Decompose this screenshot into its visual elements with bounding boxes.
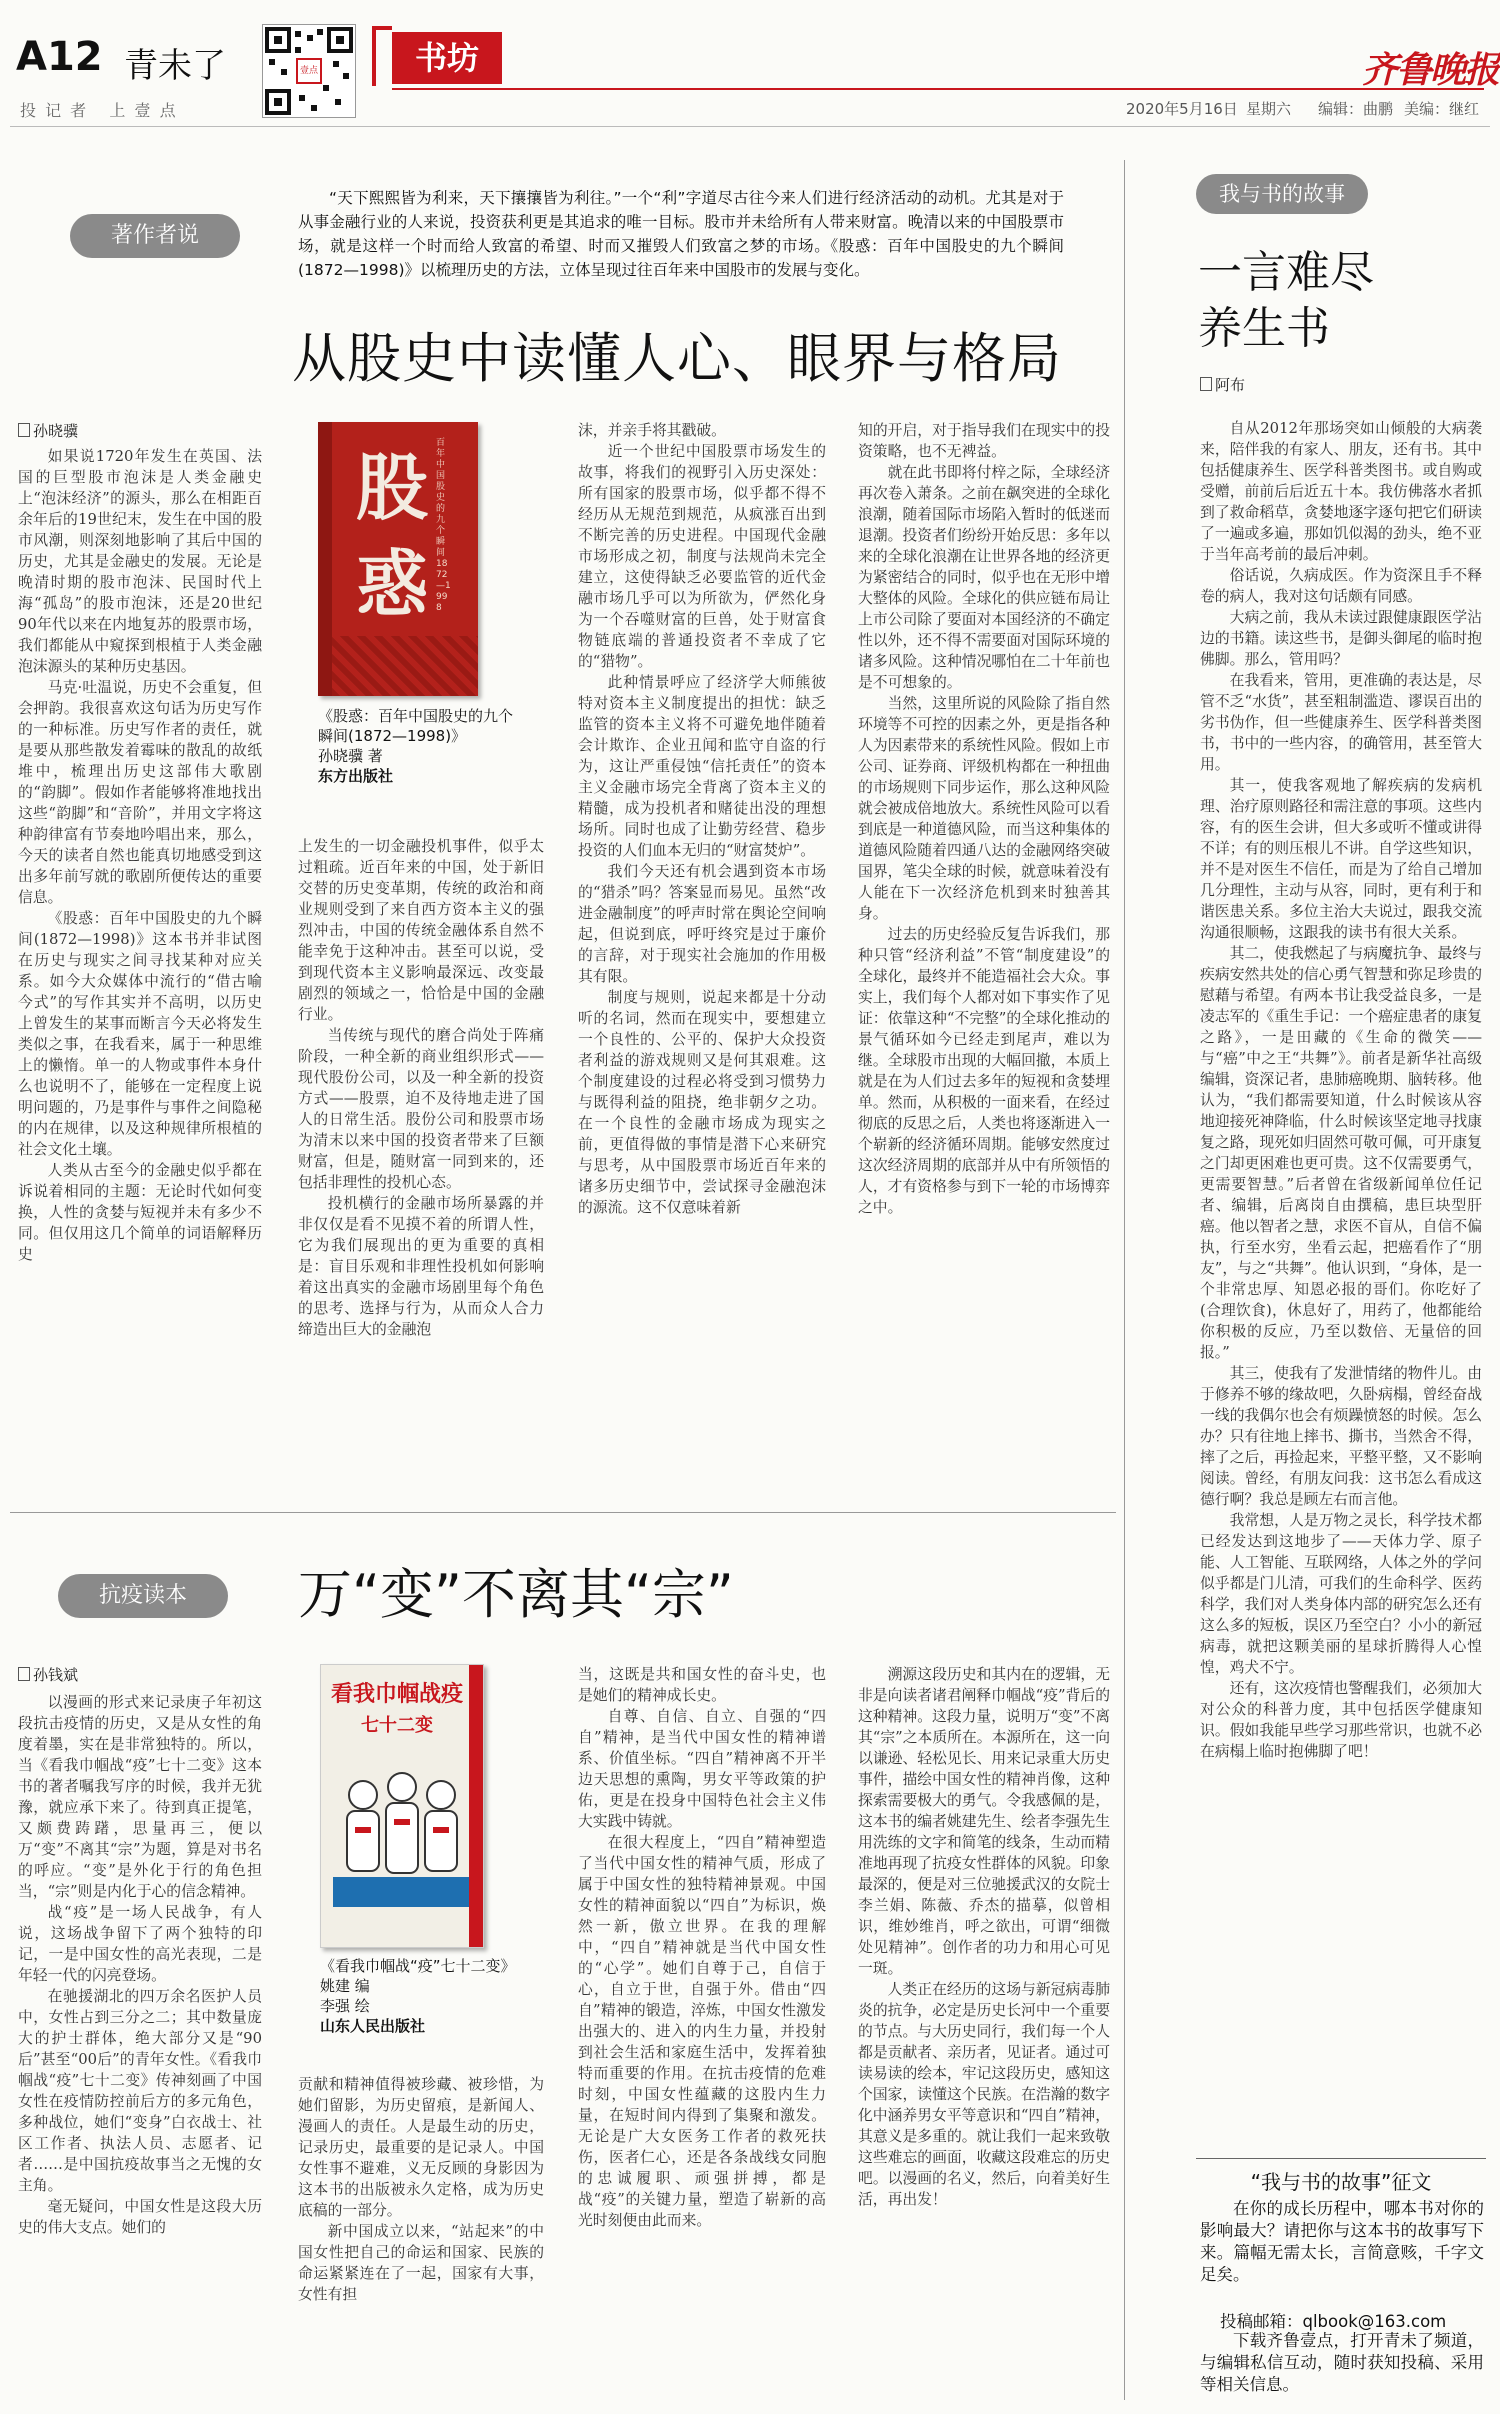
- section-tag-author-talk: 著作者说: [70, 214, 240, 258]
- qr-label: 壹点: [299, 66, 318, 76]
- masthead-rule-thin: [10, 126, 1490, 127]
- sidebar-body: 自从2012年那场突如山倾般的大病袭来，陪伴我的有家人、朋友，还有书。其中包括健康养生、医学科普类图书。或自购或受赠，前前后后近五十本。我仿佛落水者抓到了救命稻草，贪婪地逐字逐句把它们研读了一遍或多遍，那如饥似渴的劲头，绝不亚于当年高考前的最后冲刺。 俗话说，久病成医。作为资深且手不释卷的病人，我对这句话颇有同感。 大病之前，我从未读过跟健康跟医学沾边的书籍。读这些书，是御头御尾的临时抱佛脚。那么，管用吗？ 在我看来，管用，更准确的表达是，尽管不乏“水货”，甚至粗制滥造、谬误百出的劣书伪作，但一些健康养生、医学科普类图书，书中的一些内容，的确管用，甚至管大用。 其一，使我客观地了解疾病的发病机理、治疗原则路径和需注意的事项。这些内容，有的医生会讲，但大多或听不懂或讲得不详；有的则压根儿不讲。自学这些知识，并不是对医生不信任，而是为了给自己增加几分理性，主动与从容，同时，更有利于和谐医患关系。多位主治大夫说过，跟我交流沟通很顺畅，这跟我的读书有很大关系。 其二，使我燃起了与病魔抗争、最终与疾病安然共处的信心勇气智慧和弥足珍贵的慰藉与希望。有两本书让我受益良多，一是凌志军的《重生手记：一个癌症患者的康复之路》，一是田藏的《生命的微笑——与“癌”中之王“共舞”》。前者是新华社高级编辑，资深记者，患肺癌晚期、脑转移。他认为，“我们都需要知道，什么时候该从容地迎接死神降临，什么时候该坚定地寻找康复之路，现死如归固然可敬可佩，可开康复之门却更困难也更可贵。这不仅需要勇气，更需要智慧。”后者曾在省级新闻单位任记者、编辑，后离岗自由撰稿，患巨块型肝癌。他以智者之慧，求医不盲从，自信不偏执，行至水穷，坐看云起，把癌看作了“朋友”，与之“共舞”。他认识到，“身体，是一个非常忠厚、知恩必报的哥们。你吃好了(合理饮食)，休息好了，用药了，他都能给你积极的反应，乃至以数倍、无量倍的回报。” 其三，使我有了发泄情绪的物件儿。由于修养不够的缘故吧，久卧病榻，曾经奋战一线的我偶尔也会有烦躁愤怒的时候。怎么办？只有往地上摔书、撕书，当然舍不得，摔了之后，再捡起来，平整平整，又不影响阅读。曾经，有朋友问我：这书怎么看成这德行啊？我总是顾左右而言他。 我常想，人是万物之灵长，科学技术都已经发达到这地步了——天体力学、原子能、人工智能、互联网络，人体之外的学问似乎都是门儿清，可我们的生命科学、医药科学，我们对人类身体内部的研究怎么还有这么多的短板，误区乃至空白？小小的新冠病毒，就把这颗美丽的星球折腾得人心惶惶，鸡犬不宁。 还有，这次疫情也警醒我们，必须加大对公众的科普力度，其中包括医学健康知识。假如我能早些学习那些常识，也就不必在病榻上临时抱佛脚了吧！: [1200, 420, 1482, 1760]
- sidebar-title-line1: 一言难尽: [1198, 247, 1374, 298]
- masthead-rule: [392, 88, 1484, 90]
- article1-author: 孙晓骥: [18, 420, 78, 441]
- qr-code[interactable]: [262, 24, 356, 118]
- section-tag-antiepidemic-reading: 抗疫读本: [58, 1574, 228, 1618]
- designer-credit: 美编：继红: [1404, 100, 1480, 118]
- column-bracket-left: [372, 26, 392, 86]
- cover-spine-strip: [469, 1665, 483, 1947]
- page-number: A12: [16, 34, 103, 80]
- submission-call-box: [1196, 2158, 1486, 2398]
- editor-credit: 编辑：曲鹏: [1318, 100, 1394, 118]
- call-title: “我与书的故事”征文: [1250, 2170, 1432, 2194]
- cover-spine: [318, 422, 332, 696]
- article1-column-4: 知的开启，对于指导我们在现实中的投资策略，也不无裨益。 就在此书即将付梓之际，全球经济再次卷入萧条。之前在飙突进的全球化浪潮，随着国际市场陷入暂时的低迷而退潮。投资者们纷纷开始反思：多年以来的全球化浪潮在让世界各地的经济更为紧密结合的同时，似乎也在无形中增大整体的风险。全球化的供应链布局让上市公司除了要面对本国经济的不确定性以外，还不得不需要面对国际环境的诸多风险。这种情况哪怕在二十年前也是不可想象的。 当然，这里所说的风险除了指自然环境等不可控的因素之外，更是指各种人为因素带来的系统性风险。假如上市公司、证券商、评级机构都在一种扭曲的市场规则下同步运作，那么这种风险就会被成倍地放大。系统性风险可以看到底是一种道德风险，而当这种集体的道德风险随着四通八达的金融网络突破国界，笔尖全球的时候，就意味着没有人能在下一次经济危机到来时独善其身。 过去的历史经验反复告诉我们，那种只管“经济利益”不管“制度建设”的全球化，最终并不能造福社会大众。事实上，我们每个人都对如下事实作了见证：依靠这种“不完整”的全球化推动的景气循环如今已经走到尾声，难以为继。全球股市出现的大幅回撤，本质上就是在为人们过去多年的短视和贪婪埋单。然而，从积极的一面来看，在经过彻底的反思之后，人类也将逐渐进入一个崭新的经济循环周期。能够安然度过这次经济周期的底部并从中有所领悟的人，才有资格参与到下一轮的市场博弈之中。: [858, 422, 1110, 1216]
- sidebar-tag: 我与书的故事: [1196, 174, 1368, 214]
- column-banner: 书坊: [392, 32, 502, 84]
- issue-date: 2020年5月16日: [1126, 100, 1238, 118]
- section-divider: [10, 1512, 1116, 1513]
- cover-subtitle: 七十二变: [361, 1715, 433, 1736]
- book-cover-guhuo: [318, 422, 478, 696]
- article2-column-4: 溯源这段历史和其内在的逻辑，无非是向读者诸君阐释巾帼战“疫”背后的这种精神。这段力量，说明万“变”不离其“宗”之本质所在。本源所在，这一向以谦逊、轻松见长、用来记录重大历史事件，描绘中国女性的精神肖像，这种探索需要极大的勇气。令我感佩的是，这本书的编者姚建先生、绘者李强先生用洗练的文字和简笔的线条，生动而精准地再现了抗疫女性群体的风貌。印象最深的，便是对三位驰援武汉的女院士李兰娟、陈薇、乔杰的描摹，似曾相识，维妙维肖，呼之欲出，可谓“细微处见精神”。创作者的功力和用心可见一斑。 人类正在经历的这场与新冠病毒肺炎的抗争，必定是历史长河中一个重要的节点。与大历史同行，我们每一个人都是贡献者、亲历者，见证者。通过可读易读的绘本，牢记这段历史，感知这个国家，读懂这个民族。在浩瀚的数字化中涵养男女平等意识和“四自”精神，其意义是多重的。就让我们一起来致敬这些难忘的画面，收藏这段难忘的历史吧。以漫画的名义，然后，向着美好生活，再出发！: [858, 1666, 1110, 2208]
- article2-author: 孙钱斌: [18, 1664, 78, 1685]
- sidebar-divider: [1124, 160, 1125, 2400]
- newspaper-logo: 齐鲁晚报: [1362, 49, 1499, 91]
- article1-column-2: 上发生的一切金融投机事件，似乎太过粗疏。近百年来的中国，处于新旧交替的历史变革期，传统的政治和商业规则受到了来自西方资本主义的强烈冲击，中国的传统金融体系自然不能幸免于这种冲击。甚至可以说，受到现代资本主义影响最深远、改变最剧烈的领域之一，恰恰是中国的金融行业。 当传统与现代的磨合尚处于阵痛阶段，一种全新的商业组织形式——现代股份公司，以及一种全新的投资方式——股票，迫不及待地走进了国人的日常生活。股份公司和股票市场为清末以来中国的投资者带来了巨额财富，但是，随财富一同到来的，还包括非理性的投机心态。 投机横行的金融市场所暴露的并非仅仅是看不见摸不着的所谓人性，它为我们展现出的更为重要的真相是：盲目乐观和非理性投机如何影响着这出真实的金融市场剧里每个角色的思考、选择与行为，从而众人合力缔造出巨大的金融泡: [298, 838, 544, 1338]
- article1-lede: “天下熙熙皆为利来，天下攘攘皆为利往。”一个“利”字道尽古往今来人们进行经济活动的动机。尤其是对于从事金融行业的人来说，投资获利更是其追求的唯一目标。股市并未给所有人带来财富。晚清以来的中国股票市场，就是这样一个时而给人致富的希望、时而又摧毁人们致富之梦的市场。《股惑：百年中国股史的九个瞬间(1872—1998)》以梳理历史的方法，立体呈现过往百年来中国股市的发展与变化。: [298, 189, 1064, 279]
- book2-caption: 《看我巾帼战“疫”七十二变》 姚建 编 李强 绘 山东人民出版社: [320, 1957, 516, 2035]
- cover-title: 看我巾帼战疫: [331, 1681, 464, 1707]
- article2-column-2: 贡献和精神值得被珍藏、被珍惜，为她们留影，为历史留痕，是新闻人、漫画人的责任。人是最生动的历史，记录历史，最重要的是记录人。中国女性事不避难，义无反顾的身影因为这本书的出版被永久定格，成为历史底稿的一部分。 新中国成立以来，“站起来”的中国女性把自己的命运和国家、民族的命运紧紧连在了一起，国家有大事，女性有担: [298, 2076, 544, 2303]
- article2-title: 万“变”不离其“宗”: [298, 1563, 734, 1626]
- section-name: 青未了: [124, 46, 226, 86]
- article1-column-3: 沫，并亲手将其戳破。 近一个世纪中国股票市场发生的故事，将我们的视野引入历史深处：所有国家的股票市场，似乎都不得不经历从无规范到规范，从疯涨百出到不断完善的历史进程。中国现代金融市场形成之初，制度与法规尚未完全建立，这使得缺乏必要监管的近代金融市场几乎可以为所欲为，俨然化身为一个吞噬财富的巨兽，处于财富食物链底端的普通投资者不幸成了它的“猎物”。 此种情景呼应了经济学大师熊彼特对资本主义制度提出的担忧：缺乏监管的资本主义将不可避免地伴随着会计欺诈、企业丑闻和监守自盗的行为，这让严重侵蚀“信托责任”的资本主义金融市场完全背离了资本主义的精髓，成为投机者和赌徒出没的理想场所。同时也成了让勤劳经营、稳步投资的人们血本无归的“财富焚炉”。 我们今天还有机会遇到资本市场的“猎杀”吗？答案显而易见。虽然“改进金融制度”的呼声时常在舆论空间响起，但说到底，呼吁终究是过于廉价的言辞，对于现实社会施加的作用极其有限。 制度与规则，说起来都是十分动听的名词，然而在现实中，要想建立一个良性的、公平的、保护大众投资者利益的游戏规则又是何其艰难。这个制度建设的过程必将受到习惯势力与既得利益的阻挠，绝非朝夕之功。在一个良性的金融市场成为现实之前，更值得做的事情是潜下心来研究与思考，从中国股票市场近百年来的诸多历史细节中，尝试探寻金融泡沫的源流。这不仅意味着新: [578, 422, 826, 1216]
- issue-weekday: 星期六: [1246, 100, 1292, 118]
- cover-subtitle: 百年中国股史的九个瞬间 1872—1998: [436, 438, 451, 613]
- sidebar-title-line2: 养生书: [1198, 303, 1330, 354]
- tagline: 投 记 者 上 壹 点: [20, 101, 178, 120]
- sidebar-author: 阿布: [1200, 374, 1245, 395]
- call-app-info: 下载齐鲁壹点，打开青未了频道，与编辑私信互动，随时获知投稿、采用等相关信息。: [1200, 2331, 1484, 2394]
- article2-column-1: 以漫画的形式来记录庚子年初这段抗击疫情的历史，又是从女性的角度着墨，实在是非常独特的。所以，当《看我巾帼战“疫”七十二变》这本书的著者嘱我写序的时候，我并无犹豫，就应承下来了。待到真正提笔，又颇费踌躇，思量再三，便以万“变”不离其“宗”为题，算是对书名的呼应。“变”是外化于行的角色担当，“宗”则是内化于心的信念精神。 战“疫”是一场人民战争，有人说，这场战争留下了两个独特的印记，一是中国女性的高光表现，二是年轻一代的闪亮登场。 在驰援湖北的四万余名医护人员中，女性占到三分之二；其中数量庞大的护士群体，绝大部分又是“90后”甚至“00后”的青年女性。《看我巾帼战“疫”七十二变》传神刻画了中国女性在疫情防控前后方的多元角色，多种战位，她们“变身”白衣战士、社区工作者、执法人员、志愿者、记者……是中国抗疫故事当之无愧的女主角。 毫无疑问，中国女性是这段大历史的伟大支点。她们的: [18, 1694, 262, 2236]
- call-text: 在你的成长历程中，哪本书对你的影响最大？请把你与这本书的故事写下来。篇幅无需太长，言简意赅，千字文足矣。: [1200, 2199, 1484, 2284]
- cover-pattern: [332, 636, 478, 696]
- article1-title: 从股史中读懂人心、眼界与格局: [292, 327, 1062, 390]
- box-top-rule: [1196, 2158, 1486, 2159]
- article2-column-3: 当，这既是共和国女性的奋斗史，也是她们的精神成长史。 自尊、自信、自立、自强的“四自”精神，是当代中国女性的精神谱系、价值坐标。“四自”精神离不开半边天思想的熏陶，男女平等政策的护佑，更是在投身中国特色社会主义伟大实践中铸就。 在很大程度上，“四自”精神塑造了当代中国女性的精神气质，形成了属于中国女性的独特精神景观。中国女性的精神面貌以“四自”为标识，焕然一新，傲立世界。在我的理解中，“四自”精神就是当代中国女性的“心学”。她们自尊于己，自信于心，自立于世，自强于外。借由“四自”精神的锻造，淬炼，中国女性激发出强大的、进入的内生力量，并投射到社会生活和家庭生活中，发挥着独特而重要的作用。在抗击疫情的危难时刻，中国女性蕴藏的这股内生力量，在短时间内得到了集聚和激发。无论是广大女医务工作者的救死扶伤，医者仁心，还是各条战线女同胞的忠诚履职、顽强拼搏，都是战“疫”的关键力量，塑造了崭新的高光时刻便由此而来。: [578, 1666, 826, 2229]
- cover-title: 股惑: [355, 445, 428, 626]
- book-cover-jinguo: [320, 1664, 484, 1948]
- article1-column-1: 如果说1720年发生在英国、法国的巨型股市泡沫是人类金融史上“泡沫经济”的源头，那么在相距百余年后的19世纪末，发生在中国的股市风潮，则深刻地影响了其后中国的历史，尤其是金融史的发展。无论是晚清时期的股市泡沫、民国时代上海“孤岛”的股市泡沫，还是20世纪90年代以来在内地复苏的股票市场，我们都能从中窥探到根植于人类金融泡沫源头的某种历史基因。 马克·吐温说，历史不会重复，但会押韵。我很喜欢这句话为历史写作的一种标准。历史写作者的责任，就是要从那些散发着霉味的散乱的故纸堆中，梳理出历史这部伟大歌剧的“韵脚”。假如作者能够将准地找出这些“韵脚”和“音阶”，并用文字将这种韵律富有节奏地吟唱出来，那么，今天的读者自然也能真切地感受到这出多年前写就的歌剧所便传达的重要信息。 《股惑：百年中国股史的九个瞬间(1872—1998)》这本书并非试图在历史与现实之间寻找某种对应关系。如今大众媒体中流行的“借古喻今式”的写作其实并不高明，以历史上曾发生的某事而断言今天必将发生类似之事，在我看来，属于一种思维上的懒惰。单一的人物或事件本身什么也说明不了，能够在一定程度上说明问题的，乃是事件与事件之间隐秘的内在规律，以及这种规律所根植的社会文化土壤。 人类从古至今的金融史似乎都在诉说着相同的主题：无论时代如何变换，人性的贪婪与短视并未有多少不同。但仅用这几个简单的词语解释历史: [18, 448, 262, 1263]
- call-email[interactable]: 投稿邮箱：qlbook@163.com: [1220, 2312, 1447, 2331]
- masthead: [0, 0, 1500, 140]
- cover-illustration: [333, 1757, 471, 1907]
- book1-caption: 《股惑：百年中国股史的九个 瞬间(1872—1998)》 孙晓骥 著 东方出版社: [318, 707, 514, 785]
